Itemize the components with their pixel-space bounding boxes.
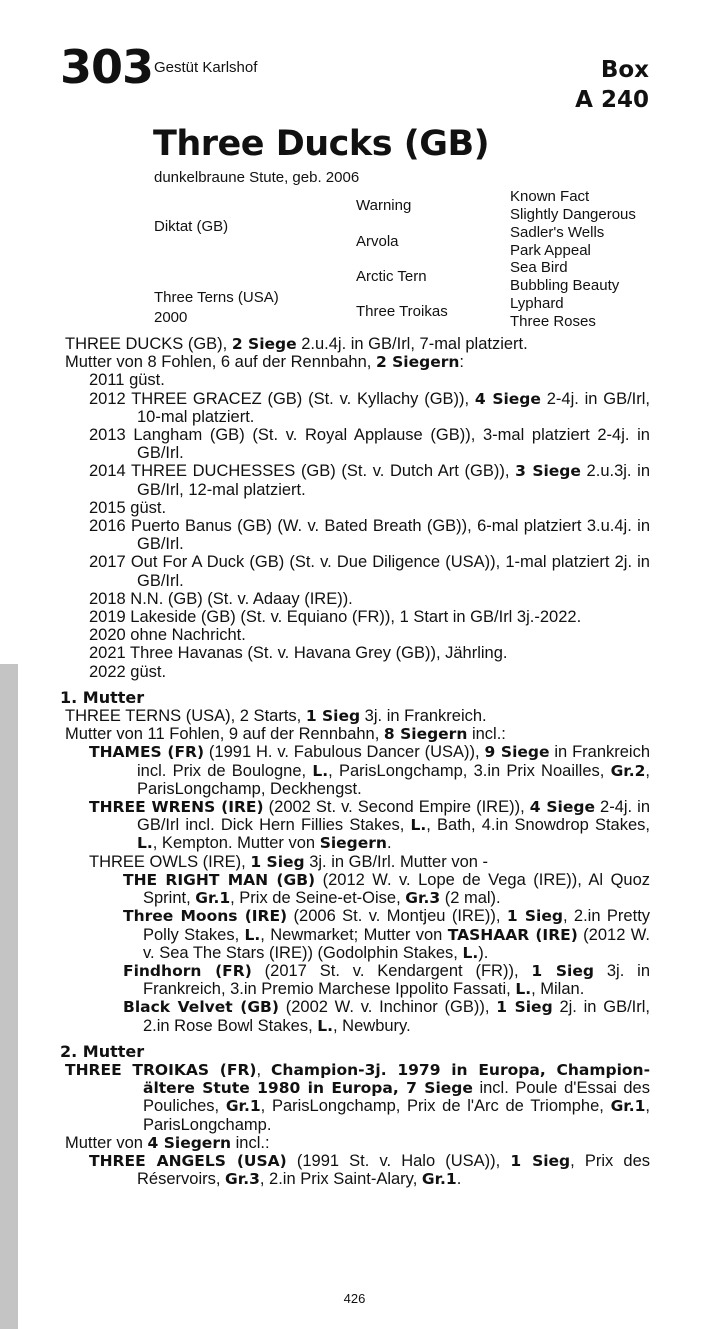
first-dam-record: THREE TERNS (USA), 2 Starts, 1 Sieg 3j. in Frankreich. xyxy=(65,707,487,726)
pedigree-great-grandparent: Sadler's Wells xyxy=(510,224,605,241)
pedigree-grandparent: Arctic Tern xyxy=(356,268,427,285)
produce-entry: 2019 Lakeside (GB) (St. v. Equiano (FR)), 1 Start in GB/Irl 3j.-2022. xyxy=(89,608,582,627)
pedigree-dam-year: 2000 xyxy=(154,309,188,326)
pedigree-great-grandparent: Bubbling Beauty xyxy=(510,277,620,294)
grand-offspring-entry: Findhorn (FR) (2017 St. v. Kendargent (FR)), 1 Sieg 3j. in Frankreich, 3.in Premio Marchese Ippolito Fassati, L., Milan. xyxy=(123,961,651,999)
produce-entry: 2012 THREE GRACEZ (GB) (St. v. Kyllachy (GB)), 4 Siege 2-4j. in GB/Irl, 10-mal platziert. xyxy=(89,389,651,426)
produce-entry: 2020 ohne Nachricht. xyxy=(89,626,246,645)
produce-entry: 2011 güst. xyxy=(89,371,165,390)
lot-number: 303 xyxy=(60,40,154,94)
produce-entry: 2022 güst. xyxy=(89,662,167,681)
page-number: 426 xyxy=(343,1291,366,1306)
pedigree-great-grandparent: Sea Bird xyxy=(510,259,568,276)
horse-name: Three Ducks (GB) xyxy=(153,124,490,164)
pedigree-grandparent: Three Troikas xyxy=(356,303,448,320)
horse-description: dunkelbraune Stute, geb. 2006 xyxy=(154,169,360,186)
produce-entry: 2018 N.N. (GB) (St. v. Adaay (IRE)). xyxy=(89,589,353,608)
pedigree-great-grandparent: Lyphard xyxy=(510,295,564,312)
section-heading-second-dam: 2. Mutter xyxy=(60,1041,145,1061)
offspring-entry: THAMES (FR) (1991 H. v. Fabulous Dancer (USA)), 9 Siege in Frankreich incl. Prix de Boulogne, L., ParisLongchamp, 3.in Prix Noailles, Gr.2, ParisLongchamp, Deckhengst. xyxy=(89,743,651,798)
produce-entry: 2017 Out For A Duck (GB) (St. v. Due Diligence (USA)), 1-mal platziert 2j. in GB/Irl. xyxy=(89,553,650,590)
second-dam-record: THREE TROIKAS (FR), Champion-3j. 1979 in Europa, Champion-ältere Stute 1980 in Europa, 7 Siege incl. Poule d'Essai des Pouliches, Gr.1, ParisLongchamp, Prix de l'Arc de Triomphe, Gr.1, ParisLongchamp. xyxy=(65,1060,651,1134)
produce-summary: Mutter von 8 Fohlen, 6 auf der Rennbahn, 2 Siegern: xyxy=(65,353,465,372)
grand-offspring-entry: Three Moons (IRE) (2006 St. v. Montjeu (IRE)), 1 Sieg, 2.in Pretty Polly Stakes, L., Newmarket; Mutter von TASHAAR (IRE) (2012 W. v. Sea The Stars (IRE)) (Godolphin Stakes, L.). xyxy=(123,907,651,962)
produce-entry: 2016 Puerto Banus (GB) (W. v. Bated Breath (GB)), 6-mal platziert 3.u.4j. in GB/Irl. xyxy=(89,517,650,554)
side-tab-bar xyxy=(0,664,18,1329)
section-heading-first-dam: 1. Mutter xyxy=(60,687,145,707)
pedigree-great-grandparent: Slightly Dangerous xyxy=(510,206,636,223)
pedigree-dam: Three Terns (USA) xyxy=(154,289,279,306)
produce-entry: 2014 THREE DUCHESSES (GB) (St. v. Dutch Art (GB)), 3 Siege 2.u.3j. in GB/Irl, 12-mal platziert. xyxy=(89,462,650,499)
pedigree-grandparent: Arvola xyxy=(356,233,399,250)
pedigree-great-grandparent: Three Roses xyxy=(510,313,596,330)
pedigree-great-grandparent: Park Appeal xyxy=(510,242,591,259)
box-info xyxy=(575,55,649,115)
box-label: Box xyxy=(600,57,649,83)
box-number: A 240 xyxy=(575,87,649,113)
offspring-entry: THREE ANGELS (USA) (1991 St. v. Halo (USA)), 1 Sieg, Prix des Réservoirs, Gr.3, 2.in Prix Saint-Alary, Gr.1. xyxy=(89,1151,650,1189)
stud-name: Gestüt Karlshof xyxy=(154,59,258,76)
pedigree-sire: Diktat (GB) xyxy=(154,218,229,235)
grand-offspring-entry: THE RIGHT MAN (GB) (2012 W. v. Lope de Vega (IRE)), Al Quoz Sprint, Gr.1, Prix de Seine-et-Oise, Gr.3 (2 mal). xyxy=(123,870,651,908)
pedigree-grandparent: Warning xyxy=(356,197,412,214)
produce-entry: 2013 Langham (GB) (St. v. Royal Applause (GB)), 3-mal platziert 2-4j. in GB/Irl. xyxy=(89,426,650,463)
race-record: THREE DUCKS (GB), 2 Siege 2.u.4j. in GB/Irl, 7-mal platziert. xyxy=(65,335,528,353)
grand-offspring-entry: Black Velvet (GB) (2002 W. v. Inchinor (GB)), 1 Sieg 2j. in GB/Irl, 2.in Rose Bowl Stakes, L., Newbury. xyxy=(123,998,650,1035)
produce-entry: 2015 güst. xyxy=(89,498,167,517)
offspring-entry: THREE WRENS (IRE) (2002 St. v. Second Empire (IRE)), 4 Siege 2-4j. in GB/Irl incl. Dick Hern Fillies Stakes, L., Bath, 4.in Snowdrop Stakes, L., Kempton. Mutter von Siegern. xyxy=(89,798,651,853)
second-dam-produce: Mutter von 4 Siegern incl.: xyxy=(65,1133,270,1152)
offspring-entry: THREE OWLS (IRE), 1 Sieg 3j. in GB/Irl. Mutter von - xyxy=(89,852,488,871)
produce-entry: 2021 Three Havanas (St. v. Havana Grey (GB)), Jährling. xyxy=(89,644,508,663)
catalogue-text xyxy=(60,335,650,1188)
first-dam-produce: Mutter von 11 Fohlen, 9 auf der Rennbahn, 8 Siegern incl.: xyxy=(65,725,506,744)
pedigree-great-grandparent: Known Fact xyxy=(510,188,590,205)
